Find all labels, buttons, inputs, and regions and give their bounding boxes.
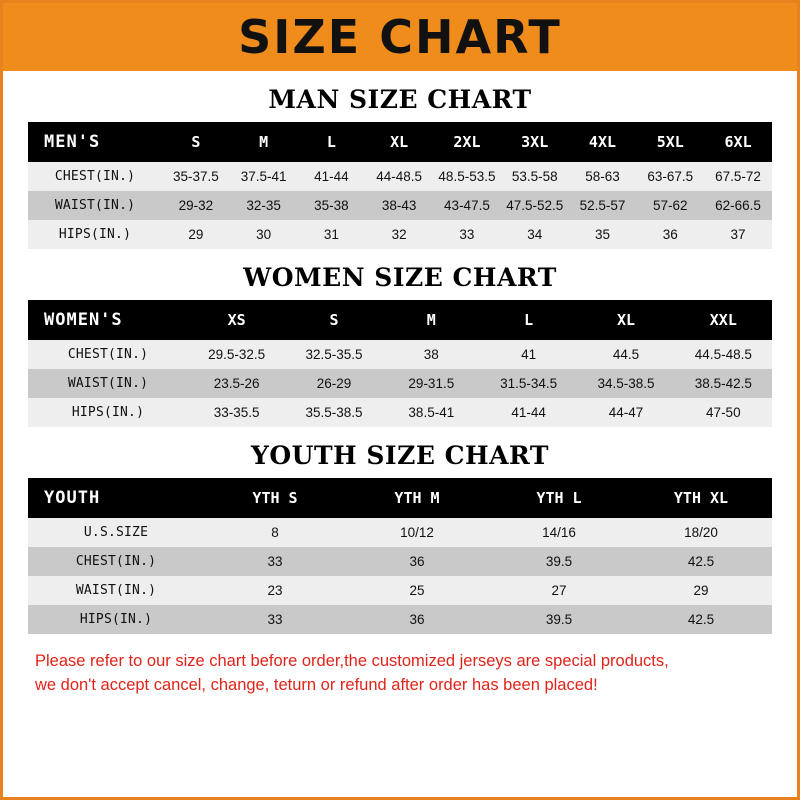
- cell: 32: [365, 220, 433, 249]
- cell: 25: [346, 576, 488, 605]
- cell: 44-47: [577, 398, 674, 427]
- column-header: XS: [188, 300, 285, 340]
- cell: 33-35.5: [188, 398, 285, 427]
- column-header: YTH XL: [630, 478, 772, 518]
- cell: 32.5-35.5: [285, 340, 382, 369]
- cell: 42.5: [630, 547, 772, 576]
- cell: 29-32: [162, 191, 230, 220]
- cell: 33: [433, 220, 501, 249]
- column-header: XL: [365, 122, 433, 162]
- cell: 18/20: [630, 518, 772, 547]
- column-header: YTH L: [488, 478, 630, 518]
- column-header: M: [230, 122, 298, 162]
- column-header: 5XL: [636, 122, 704, 162]
- footnote-line-1: Please refer to our size chart before order,the customized jerseys are special products,: [35, 652, 669, 670]
- table-row: [28, 518, 772, 547]
- cell: 39.5: [488, 547, 630, 576]
- cell: 43-47.5: [433, 191, 501, 220]
- cell: 31.5-34.5: [480, 369, 577, 398]
- section-title-women: WOMEN SIZE CHART: [243, 263, 557, 292]
- cell: 31: [298, 220, 366, 249]
- cell: 44-48.5: [365, 162, 433, 191]
- cell: 53.5-58: [501, 162, 569, 191]
- column-header: YTH S: [204, 478, 346, 518]
- column-header: WOMEN'S: [28, 300, 188, 340]
- page-title: SIZE CHART: [238, 10, 562, 64]
- chart-content: [3, 85, 797, 698]
- column-header: L: [298, 122, 366, 162]
- cell: 41-44: [298, 162, 366, 191]
- table-header-row: [28, 300, 772, 340]
- cell: 23: [204, 576, 346, 605]
- column-header: 3XL: [501, 122, 569, 162]
- table-row: [28, 547, 772, 576]
- cell: 8: [204, 518, 346, 547]
- column-header: M: [383, 300, 480, 340]
- cell: 48.5-53.5: [433, 162, 501, 191]
- row-label: WAIST(IN.): [28, 369, 188, 398]
- table-man-size: [28, 122, 772, 249]
- table-row: [28, 191, 772, 220]
- table-row: [28, 162, 772, 191]
- cell: 38.5-41: [383, 398, 480, 427]
- row-label: HIPS(IN.): [28, 220, 162, 249]
- cell: 36: [346, 547, 488, 576]
- row-label: WAIST(IN.): [28, 576, 204, 605]
- cell: 27: [488, 576, 630, 605]
- cell: 38.5-42.5: [675, 369, 772, 398]
- row-label: CHEST(IN.): [28, 162, 162, 191]
- cell: 63-67.5: [636, 162, 704, 191]
- row-label: HIPS(IN.): [28, 605, 204, 634]
- cell: 41-44: [480, 398, 577, 427]
- cell: 33: [204, 605, 346, 634]
- column-header: XL: [577, 300, 674, 340]
- row-label: CHEST(IN.): [28, 547, 204, 576]
- cell: 30: [230, 220, 298, 249]
- cell: 34.5-38.5: [577, 369, 674, 398]
- table-youth-size: [28, 478, 772, 634]
- section-title-youth: YOUTH SIZE CHART: [251, 441, 549, 470]
- cell: 35: [569, 220, 637, 249]
- cell: 10/12: [346, 518, 488, 547]
- cell: 39.5: [488, 605, 630, 634]
- column-header: S: [285, 300, 382, 340]
- cell: 34: [501, 220, 569, 249]
- cell: 35.5-38.5: [285, 398, 382, 427]
- cell: 41: [480, 340, 577, 369]
- cell: 37.5-41: [230, 162, 298, 191]
- cell: 38-43: [365, 191, 433, 220]
- table-row: [28, 369, 772, 398]
- footnote: [35, 650, 765, 698]
- cell: 29: [630, 576, 772, 605]
- cell: 35-37.5: [162, 162, 230, 191]
- table-row: [28, 340, 772, 369]
- cell: 52.5-57: [569, 191, 637, 220]
- column-header: YOUTH: [28, 478, 204, 518]
- cell: 38: [383, 340, 480, 369]
- cell: 67.5-72: [704, 162, 772, 191]
- section-title-man: MAN SIZE CHART: [268, 85, 532, 114]
- cell: 29-31.5: [383, 369, 480, 398]
- cell: 14/16: [488, 518, 630, 547]
- footnote-line-2: we don't accept cancel, change, teturn or refund after order has been placed!: [35, 675, 598, 694]
- cell: 36: [636, 220, 704, 249]
- cell: 44.5: [577, 340, 674, 369]
- cell: 29: [162, 220, 230, 249]
- row-label: CHEST(IN.): [28, 340, 188, 369]
- column-header: 4XL: [569, 122, 637, 162]
- cell: 29.5-32.5: [188, 340, 285, 369]
- page-banner: [3, 3, 797, 71]
- table-header-row: [28, 122, 772, 162]
- column-header: MEN'S: [28, 122, 162, 162]
- table-row: [28, 220, 772, 249]
- column-header: 6XL: [704, 122, 772, 162]
- column-header: 2XL: [433, 122, 501, 162]
- cell: 47.5-52.5: [501, 191, 569, 220]
- cell: 42.5: [630, 605, 772, 634]
- row-label: WAIST(IN.): [28, 191, 162, 220]
- cell: 23.5-26: [188, 369, 285, 398]
- column-header: S: [162, 122, 230, 162]
- row-label: U.S.SIZE: [28, 518, 204, 547]
- cell: 35-38: [298, 191, 366, 220]
- cell: 32-35: [230, 191, 298, 220]
- cell: 57-62: [636, 191, 704, 220]
- cell: 47-50: [675, 398, 772, 427]
- cell: 36: [346, 605, 488, 634]
- row-label: HIPS(IN.): [28, 398, 188, 427]
- table-header-row: [28, 478, 772, 518]
- column-header: XXL: [675, 300, 772, 340]
- cell: 58-63: [569, 162, 637, 191]
- cell: 62-66.5: [704, 191, 772, 220]
- cell: 26-29: [285, 369, 382, 398]
- table-row: [28, 605, 772, 634]
- cell: 37: [704, 220, 772, 249]
- table-row: [28, 398, 772, 427]
- cell: 44.5-48.5: [675, 340, 772, 369]
- table-row: [28, 576, 772, 605]
- table-women-size: [28, 300, 772, 427]
- column-header: L: [480, 300, 577, 340]
- cell: 33: [204, 547, 346, 576]
- column-header: YTH M: [346, 478, 488, 518]
